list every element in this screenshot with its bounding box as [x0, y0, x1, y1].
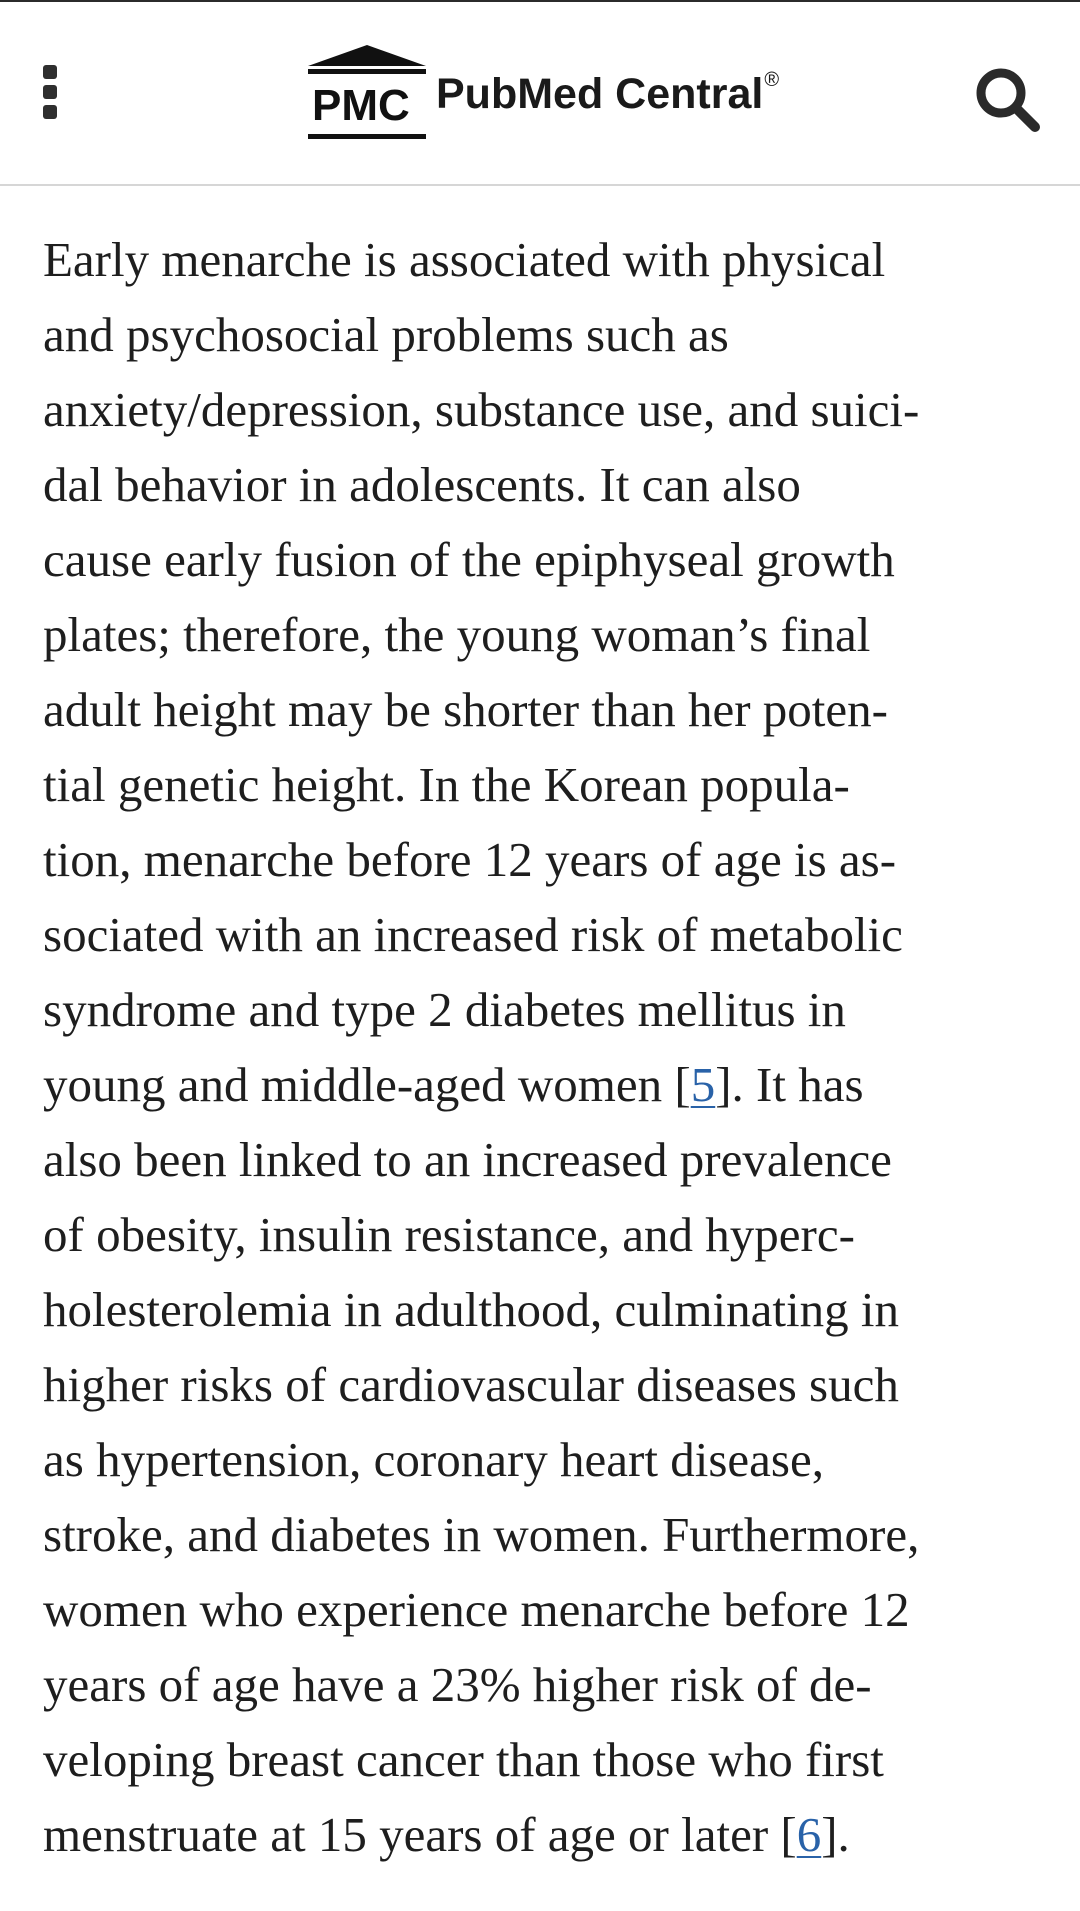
pmc-building-mark	[306, 42, 428, 140]
paragraph-line-with-ref-6	[43, 1797, 1053, 1872]
paragraph-line: dal behavior in adolescents. It can also	[43, 457, 801, 512]
menu-button[interactable]	[30, 52, 70, 132]
registered-mark: ®	[764, 69, 780, 91]
paragraph-line: adult height may be shorter than her poten-	[43, 682, 888, 737]
paragraph-line: also been linked to an increased prevalence	[43, 1132, 892, 1187]
search-button[interactable]	[972, 64, 1042, 134]
logo-abbrev: PMC	[312, 81, 410, 130]
paragraph-line-text: menstruate at 15 years of age or later [	[43, 1807, 797, 1862]
pmc-logo[interactable]	[306, 40, 779, 140]
paragraph-line-text: ]. It has	[715, 1057, 864, 1112]
paragraph-line-with-ref-5	[43, 1047, 1053, 1122]
paragraph-line: women who experience menarche before 12	[43, 1582, 910, 1637]
paragraph-line: plates; therefore, the young woman’s final	[43, 607, 871, 662]
article-paragraph	[43, 222, 1053, 1872]
paragraph-line: sociated with an increased risk of metabolic	[43, 907, 903, 962]
logo-name-text: PubMed Central	[436, 70, 764, 118]
site-header	[0, 2, 1080, 186]
paragraph-line: and psychosocial problems such as	[43, 307, 729, 362]
paragraph-line: veloping breast cancer than those who first	[43, 1732, 884, 1787]
reference-link-6[interactable]: 6	[796, 1807, 822, 1862]
paragraph-line-text: ].	[821, 1807, 850, 1862]
paragraph-line: as hypertension, coronary heart disease,	[43, 1432, 824, 1487]
paragraph-line: cause early fusion of the epiphyseal growth	[43, 532, 895, 587]
paragraph-line: tion, menarche before 12 years of age is as-	[43, 832, 897, 887]
paragraph-line: holesterolemia in adulthood, culminating in	[43, 1282, 899, 1337]
vertical-dots-icon	[30, 52, 70, 132]
paragraph-line: anxiety/depression, substance use, and suici-	[43, 382, 920, 437]
paragraph-line: stroke, and diabetes in women. Furthermore,	[43, 1507, 920, 1562]
paragraph-line: tial genetic height. In the Korean popula-	[43, 757, 850, 812]
paragraph-line-text: young and middle-aged women [	[43, 1057, 691, 1112]
search-icon	[972, 64, 1042, 134]
paragraph-line: years of age have a 23% higher risk of de-	[43, 1657, 872, 1712]
paragraph-line: Early menarche is associated with physical	[43, 232, 886, 287]
paragraph-line: syndrome and type 2 diabetes mellitus in	[43, 982, 846, 1037]
logo-name	[436, 58, 779, 116]
paragraph-line: of obesity, insulin resistance, and hyperc-	[43, 1207, 855, 1262]
paragraph-line: higher risks of cardiovascular diseases such	[43, 1357, 899, 1412]
reference-link-5[interactable]: 5	[690, 1057, 716, 1112]
